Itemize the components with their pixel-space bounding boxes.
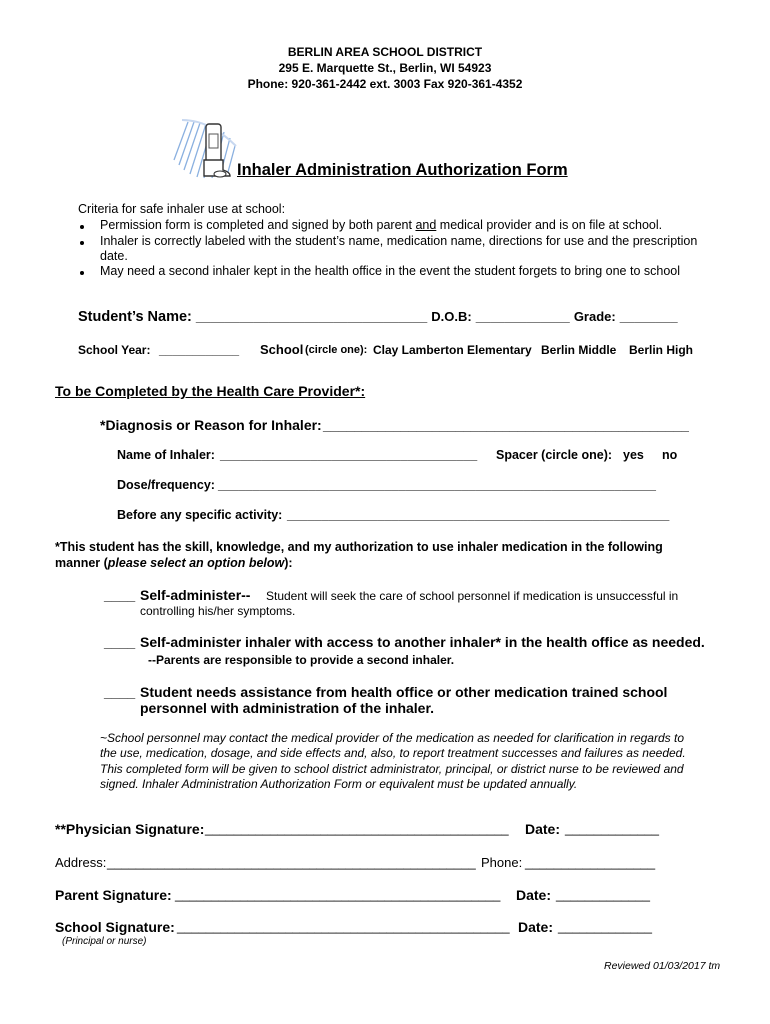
option-1-text-line1: Student will seek the care of school personnel if medication is unsuccessful in	[266, 589, 679, 603]
inhaler-name-label: Name of Inhaler:	[117, 448, 215, 462]
school-option-high[interactable]: Berlin High	[629, 343, 694, 357]
activity-field[interactable]: _______________________________________________________	[287, 508, 670, 522]
parent-date-field[interactable]: _____________	[556, 887, 650, 902]
student-name-label: Student’s Name:	[78, 309, 192, 325]
option-1-checkbox[interactable]: ____	[104, 587, 136, 603]
spacer-yes-option[interactable]: yes	[623, 448, 644, 462]
physician-date-field[interactable]: _____________	[565, 821, 659, 836]
school-option-elementary[interactable]: Clay Lamberton Elementary	[373, 343, 532, 357]
phone-label: Phone:	[481, 855, 523, 870]
grade-field[interactable]: ________	[619, 309, 678, 324]
inhaler-icon	[170, 116, 240, 184]
diagnosis-field[interactable]: _______________________________________________	[323, 417, 689, 433]
provider-heading: To be Completed by the Health Care Provider*:	[55, 383, 366, 399]
spacer-no-option[interactable]: no	[662, 448, 678, 462]
student-name-row	[78, 309, 678, 325]
physician-date-label: Date:	[525, 821, 561, 837]
phone-field[interactable]: __________________	[525, 855, 656, 870]
option-2-note: --Parents are responsible to provide a second inhaler.	[148, 653, 455, 667]
criteria-bullet-2-line2: date.	[100, 249, 128, 263]
parent-signature-field[interactable]: _____________________________________________	[175, 887, 501, 902]
school-hint: (circle one):	[305, 344, 368, 356]
address-label: Address:	[55, 855, 107, 870]
physician-signature-label: **Physician Signature:	[55, 821, 205, 837]
criteria-bullet-1: Permission form is completed and signed by both parent and medical provider and is on file at school.	[100, 218, 663, 232]
diagnosis-label: *Diagnosis or Reason for Inhaler:	[100, 417, 322, 433]
notice-line1: ~School personnel may contact the medical provider of the medication as needed for clarification in regards to	[100, 731, 684, 745]
school-option-middle[interactable]: Berlin Middle	[541, 343, 617, 357]
option-2-title: Self-administer inhaler with access to another inhaler* in the health office as needed.	[140, 634, 705, 650]
notice-line4: signed. Inhaler Administration Authorization Form or equivalent must be updated annually.	[100, 777, 578, 791]
district-phone-fax: Phone: 920-361-2442 ext. 3003 Fax 920-361-4352	[247, 77, 523, 91]
criteria-bullet-3: May need a second inhaler kept in the health office in the event the student forgets to bring one to school	[100, 264, 681, 278]
authorization-statement-line1: *This student has the skill, knowledge, and my authorization to use inhaler medication in the following	[55, 540, 663, 554]
option-3-checkbox[interactable]: ____	[104, 684, 136, 700]
criteria-bullet-2-line1: Inhaler is correctly labeled with the student’s name, medication name, directions for use and the prescription	[100, 234, 698, 248]
option-2-checkbox[interactable]: ____	[104, 634, 136, 650]
parent-signature-label: Parent Signature:	[55, 887, 172, 903]
parent-date-label: Date:	[516, 887, 552, 903]
dose-label: Dose/frequency:	[117, 478, 215, 492]
option-1-text-line2: controlling his/her symptoms.	[140, 604, 296, 618]
option-3-title-line2: personnel with administration of the inhaler.	[140, 700, 435, 716]
bullet	[80, 225, 84, 229]
district-address: 295 E. Marquette St., Berlin, WI 54923	[278, 61, 492, 75]
notice-line3: This completed form will be given to school district administrator, principal, or district nurse to be reviewed and	[100, 762, 684, 776]
bullet	[80, 241, 84, 245]
reviewed-note: Reviewed 01/03/2017 tm	[604, 960, 721, 972]
inhaler-name-field[interactable]: _____________________________________	[220, 448, 478, 462]
school-date-label: Date:	[518, 919, 554, 935]
dob-field[interactable]: _____________	[475, 309, 570, 324]
dose-field[interactable]: _______________________________________________________________	[218, 478, 656, 492]
school-date-field[interactable]: _____________	[558, 919, 652, 934]
address-field[interactable]: ___________________________________________________	[107, 855, 476, 870]
school-signature-field[interactable]: ______________________________________________	[177, 919, 510, 934]
form-title: Inhaler Administration Authorization Form	[237, 161, 568, 179]
option-1-title: Self-administer--	[140, 587, 251, 603]
dob-label: D.O.B:	[431, 309, 472, 324]
school-year-field[interactable]: ____________	[159, 343, 240, 357]
school-signature-label: School Signature:	[55, 919, 175, 935]
grade-label: Grade:	[573, 309, 616, 324]
student-name-field[interactable]: ________________________________	[195, 309, 428, 324]
spacer-label: Spacer (circle one):	[496, 448, 613, 462]
school-signature-subnote: (Principal or nurse)	[62, 936, 147, 947]
option-3-title-line1: Student needs assistance from health office or other medication trained school	[140, 684, 668, 700]
school-label: School	[260, 342, 304, 357]
notice-line2: the use, medication, dosage, and side effects and, also, to report treatment successes and failures as needed.	[100, 746, 686, 760]
bullet	[80, 271, 84, 275]
criteria-intro: Criteria for safe inhaler use at school:	[78, 202, 286, 216]
school-year-label: School Year:	[78, 343, 151, 357]
authorization-statement-line2: manner (please select an option below):	[55, 556, 293, 570]
physician-signature-field[interactable]: __________________________________________	[205, 821, 509, 836]
activity-label: Before any specific activity:	[117, 508, 283, 522]
district-name: BERLIN AREA SCHOOL DISTRICT	[287, 45, 483, 59]
